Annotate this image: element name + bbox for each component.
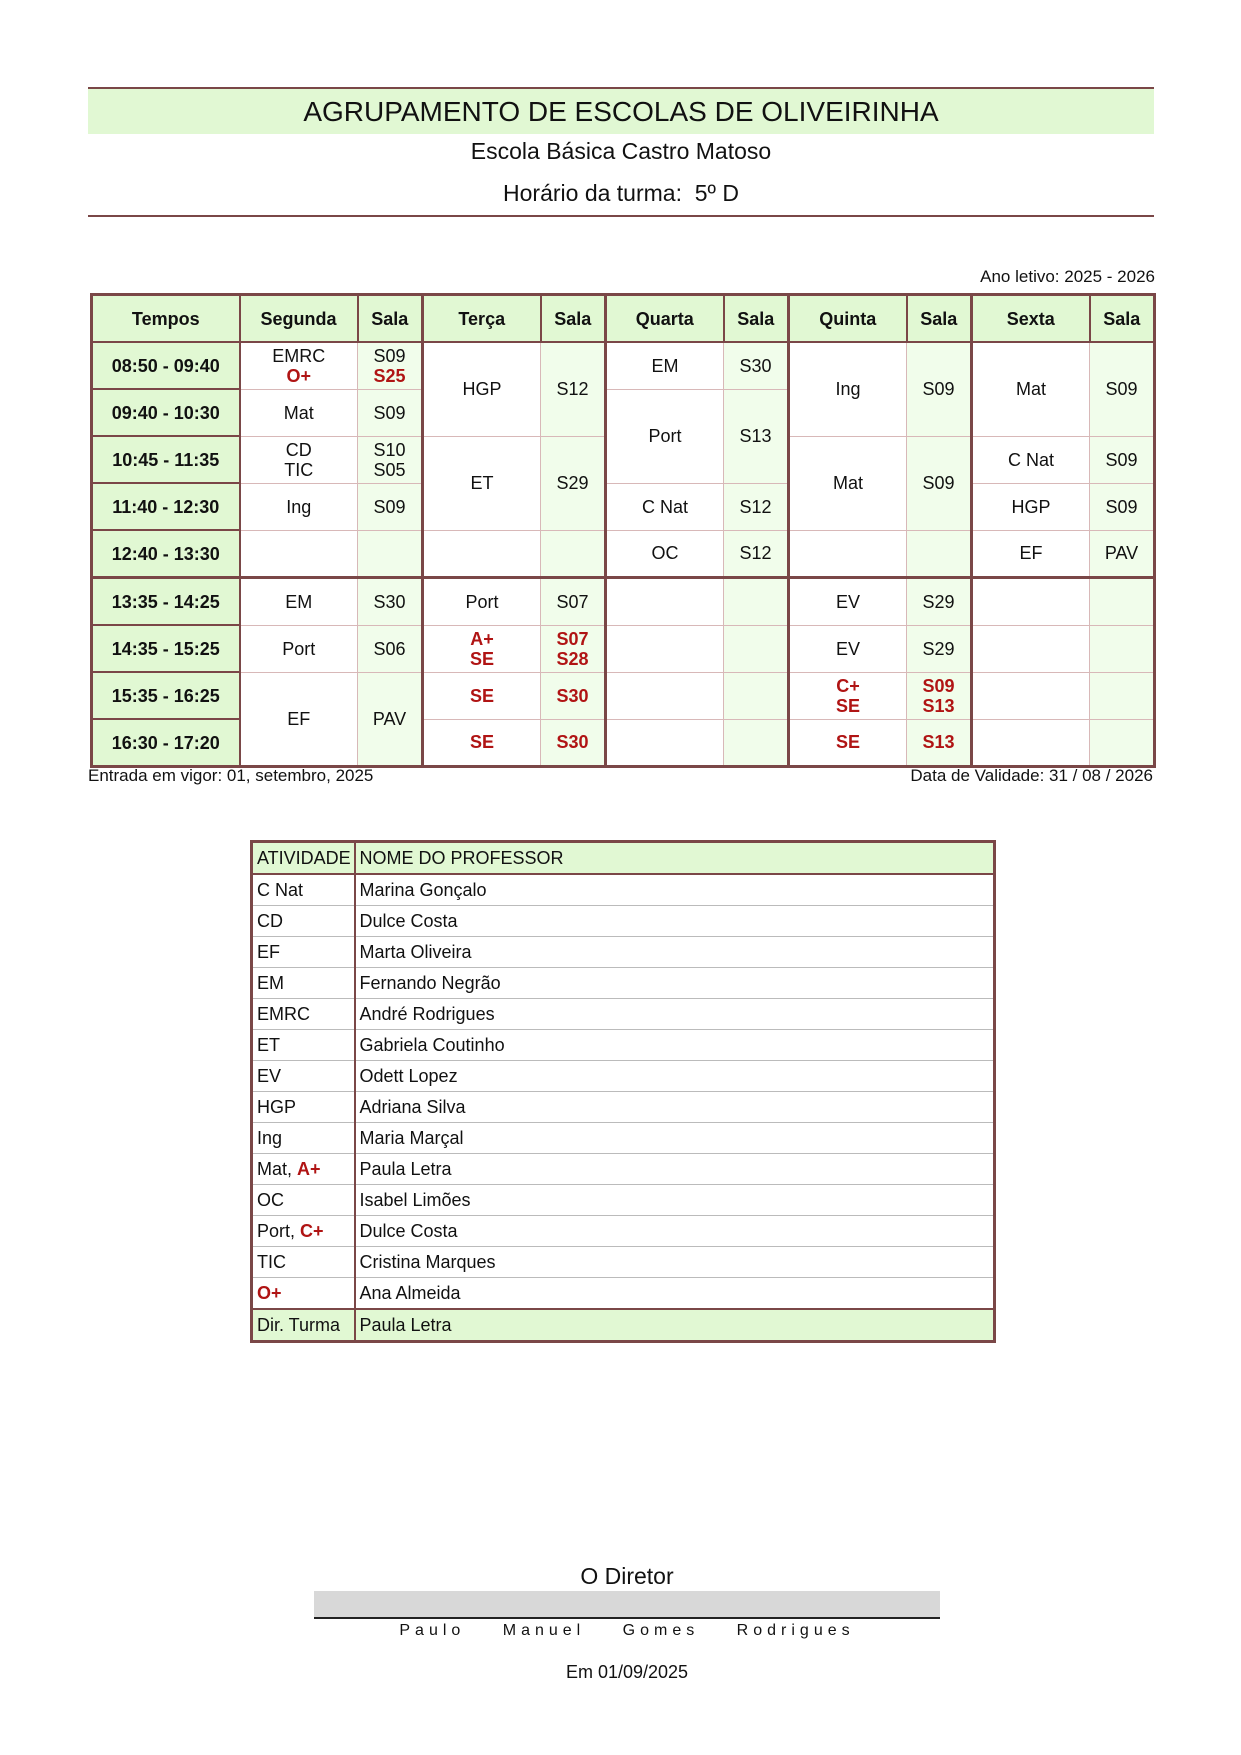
lesson-cell [240, 530, 358, 578]
lesson-cell: Mat [789, 436, 907, 530]
lesson-cell: SE [423, 719, 541, 767]
teacher-name: Fernando Negrão [355, 968, 995, 999]
school-year: Ano letivo: 2025 - 2026 [980, 267, 1155, 286]
validity-date: Data de Validade: 31 / 08 / 2026 [910, 766, 1153, 785]
teacher-row [252, 1154, 995, 1185]
teacher-name: Dulce Costa [355, 1216, 995, 1247]
teacher-name: Ana Almeida [355, 1278, 995, 1310]
room-cell [1090, 672, 1155, 719]
timetable-row [92, 530, 1155, 578]
header-quinta: Quinta [789, 295, 907, 343]
activity-extra: C+ [300, 1220, 324, 1241]
room-cell [1090, 719, 1155, 767]
room-cell: S12 [541, 342, 606, 436]
subject: CD [285, 439, 312, 460]
teacher-name: André Rodrigues [355, 999, 995, 1030]
lesson-cell: C Nat [606, 483, 724, 530]
header-bottom-rule [88, 215, 1154, 217]
room-cell: S09 [907, 436, 972, 530]
room-cell: S30 [541, 672, 606, 719]
lesson-cell [606, 625, 724, 672]
time-slot: 15:35 - 16:25 [92, 672, 240, 719]
time-slot: 08:50 - 09:40 [92, 342, 240, 389]
activity: EF [252, 937, 355, 968]
room-cell: S09 [907, 342, 972, 436]
header-activity: ATIVIDADE [252, 842, 355, 875]
teacher-row [252, 1123, 995, 1154]
timetable-row [92, 672, 1155, 719]
teacher-row [252, 1185, 995, 1216]
teacher-row [252, 1247, 995, 1278]
lesson-cell [972, 719, 1090, 767]
activity: EV [252, 1061, 355, 1092]
teacher-row [252, 874, 995, 906]
room-cell [1090, 625, 1155, 672]
subject-extra: SE [469, 648, 494, 669]
teacher-name: Gabriela Coutinho [355, 1030, 995, 1061]
room-cell: S30 [724, 342, 789, 389]
activity-extra: A+ [297, 1158, 321, 1179]
room-extra: S13 [922, 695, 955, 716]
room-cell: S12 [724, 483, 789, 530]
room-extra: S05 [373, 459, 406, 480]
lesson-cell [606, 719, 724, 767]
room-cell [358, 436, 423, 483]
subject-extra: SE [835, 695, 860, 716]
class-label: Horário da turma: [503, 180, 682, 206]
room-cell: S06 [358, 625, 423, 672]
activity: HGP [252, 1092, 355, 1123]
teacher-row [252, 1216, 995, 1247]
header-terca: Terça [423, 295, 541, 343]
activity: Ing [252, 1123, 355, 1154]
lesson-cell [789, 672, 907, 719]
subject: EMRC [272, 345, 326, 366]
lesson-cell: EV [789, 625, 907, 672]
effective-date: Entrada em vigor: 01, setembro, 2025 [88, 766, 374, 785]
lesson-cell [606, 672, 724, 719]
room-cell: S13 [724, 389, 789, 483]
teacher-name: Isabel Limões [355, 1185, 995, 1216]
lesson-cell [423, 625, 541, 672]
room-cell: S09 [358, 389, 423, 436]
room-extra: S28 [556, 648, 589, 669]
lesson-cell: Mat [240, 389, 358, 436]
timetable-row [92, 625, 1155, 672]
teacher-name: Adriana Silva [355, 1092, 995, 1123]
subject: C+ [836, 675, 860, 696]
subject-extra: O+ [286, 365, 311, 386]
room: S10 [373, 439, 406, 460]
teacher-name: Dulce Costa [355, 906, 995, 937]
timetable-row [92, 342, 1155, 389]
lesson-cell: Port [606, 389, 724, 483]
lesson-cell: SE [789, 719, 907, 767]
school-group-title: AGRUPAMENTO DE ESCOLAS DE OLIVEIRINHA [88, 89, 1154, 134]
lesson-cell: Mat [972, 342, 1090, 436]
subject-extra: TIC [284, 459, 314, 480]
room-cell [724, 672, 789, 719]
room: S09 [373, 345, 406, 366]
header-sala: Sala [724, 295, 789, 343]
activity: C Nat [252, 874, 355, 906]
room-cell: S09 [1090, 483, 1155, 530]
teacher-row [252, 906, 995, 937]
lesson-cell: Port [423, 578, 541, 626]
lesson-cell: EV [789, 578, 907, 626]
activity: Mat, [257, 1158, 293, 1179]
lesson-cell: ET [423, 436, 541, 530]
lesson-cell [789, 530, 907, 578]
activity-cell [252, 1216, 355, 1247]
activity: CD [252, 906, 355, 937]
signature-box [314, 1591, 940, 1619]
header-sexta: Sexta [972, 295, 1090, 343]
time-slot: 16:30 - 17:20 [92, 719, 240, 767]
teacher-name: Paula Letra [355, 1154, 995, 1185]
room-extra: S25 [373, 365, 406, 386]
subject: A+ [470, 628, 494, 649]
room-cell [724, 719, 789, 767]
header-sala: Sala [1090, 295, 1155, 343]
lesson-cell: SE [423, 672, 541, 719]
room-cell: S30 [541, 719, 606, 767]
room-cell [358, 342, 423, 389]
director-title: O Diretor [580, 1563, 674, 1589]
lesson-cell: Ing [240, 483, 358, 530]
lesson-cell: OC [606, 530, 724, 578]
signature-date: Em 01/09/2025 [565, 1662, 689, 1682]
room-cell [1090, 578, 1155, 626]
lesson-cell: HGP [972, 483, 1090, 530]
lesson-cell [972, 578, 1090, 626]
activity-cell [252, 1154, 355, 1185]
teachers-header-row [252, 842, 995, 875]
room-cell: S09 [358, 483, 423, 530]
teacher-row [252, 937, 995, 968]
lesson-cell: EM [240, 578, 358, 626]
room-cell: S07 [541, 578, 606, 626]
activity: EM [252, 968, 355, 999]
room-cell: S09 [1090, 342, 1155, 436]
room-cell: S29 [907, 578, 972, 626]
room-cell [724, 625, 789, 672]
timetable [90, 293, 1156, 768]
lesson-cell [240, 436, 358, 483]
class-value: 5º D [694, 180, 739, 206]
lesson-cell: HGP [423, 342, 541, 436]
activity-extra: O+ [252, 1278, 355, 1310]
activity: Port, [257, 1220, 296, 1241]
room-cell [541, 530, 606, 578]
teacher-row [252, 1061, 995, 1092]
header-tempos: Tempos [92, 295, 240, 343]
room-cell [724, 578, 789, 626]
room-cell [358, 530, 423, 578]
room-cell: S29 [541, 436, 606, 530]
activity: EMRC [252, 999, 355, 1030]
room-cell [907, 530, 972, 578]
teacher-name: Cristina Marques [355, 1247, 995, 1278]
lesson-cell [423, 530, 541, 578]
teacher-name: Marina Gonçalo [355, 874, 995, 906]
activity: Dir. Turma [252, 1309, 355, 1342]
time-slot: 12:40 - 13:30 [92, 530, 240, 578]
time-slot: 11:40 - 12:30 [92, 483, 240, 530]
lesson-cell: C Nat [972, 436, 1090, 483]
teacher-row [252, 968, 995, 999]
room-cell: S30 [358, 578, 423, 626]
lesson-cell [606, 578, 724, 626]
time-slot: 10:45 - 11:35 [92, 436, 240, 483]
room-cell [907, 672, 972, 719]
timetable-row [92, 578, 1155, 626]
director-row [252, 1309, 995, 1342]
activity: ET [252, 1030, 355, 1061]
lesson-cell: Ing [789, 342, 907, 436]
teacher-name: Marta Oliveira [355, 937, 995, 968]
lesson-cell [240, 342, 358, 389]
teacher-name: Paula Letra [355, 1309, 995, 1342]
room: S09 [922, 675, 955, 696]
room: S07 [556, 628, 589, 649]
room-cell: S13 [907, 719, 972, 767]
teacher-name: Odett Lopez [355, 1061, 995, 1092]
teacher-name: Maria Marçal [355, 1123, 995, 1154]
header-sala: Sala [541, 295, 606, 343]
class-title [88, 180, 1154, 207]
activity: OC [252, 1185, 355, 1216]
teacher-row [252, 1030, 995, 1061]
teacher-row [252, 999, 995, 1030]
room-cell [541, 625, 606, 672]
lesson-cell: EF [240, 672, 358, 767]
lesson-cell [972, 672, 1090, 719]
time-slot: 09:40 - 10:30 [92, 389, 240, 436]
school-name: Escola Básica Castro Matoso [470, 138, 772, 164]
header-teacher: NOME DO PROFESSOR [355, 842, 995, 875]
header-sala: Sala [358, 295, 423, 343]
lesson-cell: EF [972, 530, 1090, 578]
room-cell: S12 [724, 530, 789, 578]
activity: TIC [252, 1247, 355, 1278]
time-slot: 13:35 - 14:25 [92, 578, 240, 626]
room-cell: PAV [1090, 530, 1155, 578]
header-sala: Sala [907, 295, 972, 343]
timetable-header-row [92, 295, 1155, 343]
teacher-row [252, 1092, 995, 1123]
director-name: Paulo Manuel Gomes Rodrigues [399, 1622, 855, 1639]
lesson-cell [972, 625, 1090, 672]
room-cell: PAV [358, 672, 423, 767]
timetable-row [92, 483, 1155, 530]
teacher-row [252, 1278, 995, 1310]
teachers-table [250, 840, 996, 1343]
header-segunda: Segunda [240, 295, 358, 343]
lesson-cell: EM [606, 342, 724, 389]
time-slot: 14:35 - 15:25 [92, 625, 240, 672]
header-quarta: Quarta [606, 295, 724, 343]
room-cell: S09 [1090, 436, 1155, 483]
lesson-cell: Port [240, 625, 358, 672]
room-cell: S29 [907, 625, 972, 672]
